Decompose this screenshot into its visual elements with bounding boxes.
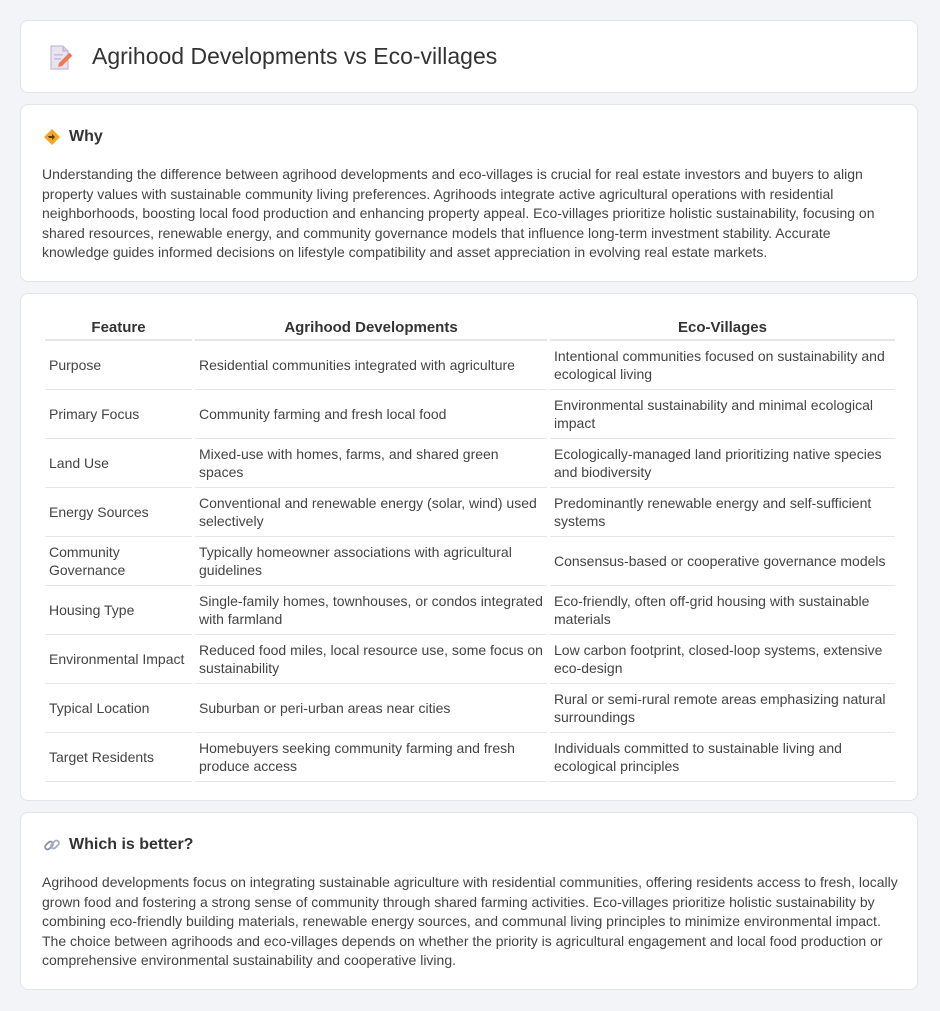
agrihood-cell: Homebuyers seeking community farming and fresh produce access — [195, 733, 547, 782]
why-text: Understanding the difference between agrihood developments and eco-villages is crucial for real estate investors and buyers to align property values with sustainable community living preferences. Agrihoods integrate active agricultural operations with residential neighborhoods, boosting local food production and enhancing property appeal. Eco-villages prioritize holistic sustainability, focusing on shared resources, renewable energy, and community governance models that influence long-term investment stability. Accurate knowledge guides informed decisions on lifestyle compatibility and asset appreciation in evolving real estate markets. — [42, 166, 875, 260]
feature-cell: Community Governance — [45, 537, 192, 586]
page-title: Agrihood Developments vs Eco-villages — [92, 43, 498, 69]
agrihood-cell: Reduced food miles, local resource use, some focus on sustainability — [195, 635, 547, 684]
feature-cell: Purpose — [45, 341, 192, 390]
better-text: Agrihood developments focus on integrating sustainable agriculture with residential communities, offering residents access to fresh, locally grown food and fostering a strong sense of community through shared farming activities. Eco-villages prioritize holistic sustainability by combining eco-friendly building materials, renewable energy sources, and communal living principles to minimize environmental impact. The choice between agrihoods and eco-villages depends on whether the priority is agricultural engagement and local food production or comprehensive environmental sustainability and cooperative living. — [42, 874, 898, 968]
table-row — [45, 439, 895, 488]
agrihood-cell: Residential communities integrated with agriculture — [195, 341, 547, 390]
document-edit-icon — [48, 45, 72, 71]
table-row — [45, 733, 895, 782]
eco-village-cell: Individuals committed to sustainable living and ecological principles — [550, 733, 895, 782]
agrihood-cell: Single-family homes, townhouses, or condos integrated with farmland — [195, 586, 547, 635]
diamond-sign-icon — [43, 128, 61, 146]
eco-village-cell: Low carbon footprint, closed-loop systems, extensive eco-design — [550, 635, 895, 684]
better-heading: Which is better? — [69, 836, 194, 853]
better-heading-row — [43, 836, 193, 854]
eco-village-cell: Eco-friendly, often off-grid housing with sustainable materials — [550, 586, 895, 635]
agrihood-cell: Community farming and fresh local food — [195, 390, 547, 439]
header-eco-villages: Eco-Villages — [550, 315, 895, 341]
table-header-row — [45, 315, 895, 341]
header-feature: Feature — [45, 315, 192, 341]
eco-village-cell: Intentional communities focused on sustainability and ecological living — [550, 341, 895, 390]
feature-cell: Typical Location — [45, 684, 192, 733]
agrihood-cell: Suburban or peri-urban areas near cities — [195, 684, 547, 733]
link-icon — [43, 836, 61, 854]
why-heading-row — [43, 128, 103, 146]
header-agrihood: Agrihood Developments — [195, 315, 547, 341]
feature-cell: Land Use — [45, 439, 192, 488]
eco-village-cell: Consensus-based or cooperative governance models — [550, 537, 895, 586]
table-row — [45, 390, 895, 439]
agrihood-cell: Typically homeowner associations with agricultural guidelines — [195, 537, 547, 586]
feature-cell: Environmental Impact — [45, 635, 192, 684]
why-section — [20, 104, 918, 282]
eco-village-cell: Ecologically-managed land prioritizing native species and biodiversity — [550, 439, 895, 488]
title-card — [20, 20, 918, 93]
comparison-card — [20, 293, 918, 801]
comparison-table — [42, 315, 898, 782]
table-row — [45, 537, 895, 586]
feature-cell: Energy Sources — [45, 488, 192, 537]
eco-village-cell: Predominantly renewable energy and self-sufficient systems — [550, 488, 895, 537]
why-heading: Why — [69, 128, 103, 145]
table-row — [45, 586, 895, 635]
agrihood-cell: Mixed-use with homes, farms, and shared green spaces — [195, 439, 547, 488]
table-row — [45, 635, 895, 684]
feature-cell: Primary Focus — [45, 390, 192, 439]
eco-village-cell: Environmental sustainability and minimal ecological impact — [550, 390, 895, 439]
feature-cell: Housing Type — [45, 586, 192, 635]
which-better-section — [20, 812, 918, 990]
table-row — [45, 684, 895, 733]
table-row — [45, 341, 895, 390]
table-row — [45, 488, 895, 537]
agrihood-cell: Conventional and renewable energy (solar, wind) used selectively — [195, 488, 547, 537]
eco-village-cell: Rural or semi-rural remote areas emphasizing natural surroundings — [550, 684, 895, 733]
feature-cell: Target Residents — [45, 733, 192, 782]
